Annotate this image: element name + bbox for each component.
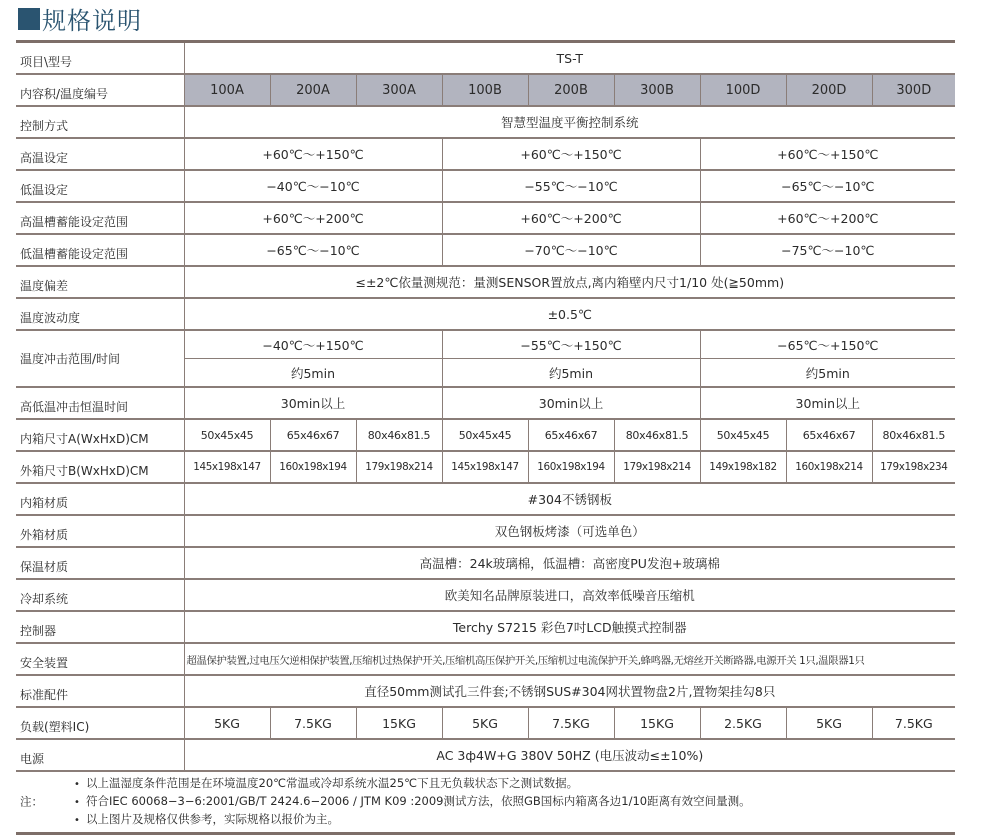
row-label: 项目\型号 bbox=[16, 42, 184, 75]
group-b-value: +60℃～+200℃ bbox=[442, 202, 700, 234]
row-label: 标准配件 bbox=[16, 675, 184, 707]
row-label: 外箱材质 bbox=[16, 515, 184, 547]
row-control bbox=[16, 106, 955, 138]
size-cell: 50x45x45 bbox=[442, 419, 528, 451]
row-label: 温度冲击范围/时间 bbox=[16, 330, 184, 387]
accessories-value: 直径50mm测试孔三件套;不锈钢SUS#304网状置物盘2片,置物架挂勾8只 bbox=[184, 675, 955, 707]
group-a-value: +60℃～+150℃ bbox=[184, 138, 442, 170]
model-value: TS-T bbox=[184, 42, 955, 75]
row-label: 安全装置 bbox=[16, 643, 184, 675]
size-cell: 179x198x214 bbox=[356, 451, 442, 483]
size-cell: 80x46x81.5 bbox=[614, 419, 700, 451]
group-a-value: +60℃～+200℃ bbox=[184, 202, 442, 234]
row-insulation bbox=[16, 547, 955, 579]
row-label: 高低温冲击恒温时间 bbox=[16, 387, 184, 419]
load-cell: 7.5KG bbox=[872, 707, 955, 739]
model-cell: 100D bbox=[700, 74, 786, 106]
row-label: 电源 bbox=[16, 739, 184, 771]
model-cell: 300D bbox=[872, 74, 955, 106]
model-cell: 200D bbox=[786, 74, 872, 106]
note-item: • 以上温湿度条件范围是在环境温度20℃常温或冷却系统水温25℃下且无负载状态下之测试数据。 bbox=[74, 775, 955, 793]
inner-material-value: #304不锈钢板 bbox=[184, 483, 955, 515]
group-d-value: +60℃～+200℃ bbox=[700, 202, 955, 234]
group-a-value: −40℃～−10℃ bbox=[184, 170, 442, 202]
row-label: 控制方式 bbox=[16, 106, 184, 138]
group-b-value: 约5min bbox=[442, 359, 700, 388]
row-label: 低温槽蓄能设定范围 bbox=[16, 234, 184, 266]
cooling-value: 欧美知名品牌原装进口，高效率低噪音压缩机 bbox=[184, 579, 955, 611]
notes-cell bbox=[16, 771, 955, 834]
row-label: 内箱材质 bbox=[16, 483, 184, 515]
safety-value: 超温保护装置,过电压欠逆相保护装置,压缩机过热保护开关,压缩机高压保护开关,压缩机过电流保护开关,蜂鸣器,无熔丝开关断路器,电源开关 1只,温限器1只 bbox=[184, 643, 955, 675]
load-cell: 5KG bbox=[786, 707, 872, 739]
group-d-value: 30min以上 bbox=[700, 387, 955, 419]
group-b-value: −70℃～−10℃ bbox=[442, 234, 700, 266]
row-shock-range bbox=[16, 330, 955, 359]
group-b-value: 30min以上 bbox=[442, 387, 700, 419]
row-notes bbox=[16, 771, 955, 834]
row-high-storage bbox=[16, 202, 955, 234]
size-cell: 145x198x147 bbox=[442, 451, 528, 483]
load-cell: 7.5KG bbox=[270, 707, 356, 739]
size-cell: 50x45x45 bbox=[700, 419, 786, 451]
row-label: 低温设定 bbox=[16, 170, 184, 202]
row-label: 负载(塑料IC) bbox=[16, 707, 184, 739]
row-label: 内箱尺寸A(WxHxD)CM bbox=[16, 419, 184, 451]
insulation-value: 高温槽：24k玻璃棉，低温槽：高密度PU发泡+玻璃棉 bbox=[184, 547, 955, 579]
size-cell: 160x198x214 bbox=[786, 451, 872, 483]
size-cell: 50x45x45 bbox=[184, 419, 270, 451]
row-inner-size bbox=[16, 419, 955, 451]
size-cell: 149x198x182 bbox=[700, 451, 786, 483]
row-capacity bbox=[16, 74, 955, 106]
controller-value: Terchy S7215 彩色7吋LCD触摸式控制器 bbox=[184, 611, 955, 643]
row-label: 保温材质 bbox=[16, 547, 184, 579]
load-cell: 15KG bbox=[356, 707, 442, 739]
load-cell: 7.5KG bbox=[528, 707, 614, 739]
notes-list bbox=[74, 775, 955, 829]
row-model bbox=[16, 42, 955, 75]
model-cell: 200B bbox=[528, 74, 614, 106]
model-cell: 300B bbox=[614, 74, 700, 106]
size-cell: 65x46x67 bbox=[270, 419, 356, 451]
load-cell: 5KG bbox=[184, 707, 270, 739]
row-label: 外箱尺寸B(WxHxD)CM bbox=[16, 451, 184, 483]
row-label: 温度波动度 bbox=[16, 298, 184, 330]
row-inner-material bbox=[16, 483, 955, 515]
row-label: 控制器 bbox=[16, 611, 184, 643]
section-title bbox=[18, 2, 142, 34]
deviation-value: ≤±2℃依量测规范：量测SENSOR置放点,离内箱壁内尺寸1/10 处(≧50mm) bbox=[184, 266, 955, 298]
size-cell: 145x198x147 bbox=[184, 451, 270, 483]
group-d-value: −65℃～−10℃ bbox=[700, 170, 955, 202]
load-cell: 5KG bbox=[442, 707, 528, 739]
control-value: 智慧型温度平衡控制系统 bbox=[184, 106, 955, 138]
row-low-temp bbox=[16, 170, 955, 202]
group-b-value: +60℃～+150℃ bbox=[442, 138, 700, 170]
load-cell: 15KG bbox=[614, 707, 700, 739]
row-fluctuation bbox=[16, 298, 955, 330]
note-item: • 以上图片及规格仅供参考，实际规格以报价为主。 bbox=[74, 811, 955, 829]
group-a-value: 30min以上 bbox=[184, 387, 442, 419]
model-cell: 300A bbox=[356, 74, 442, 106]
row-high-temp bbox=[16, 138, 955, 170]
row-dwell bbox=[16, 387, 955, 419]
square-bullet-icon bbox=[18, 8, 40, 30]
row-outer-size bbox=[16, 451, 955, 483]
power-value: AC 3ф4W+G 380V 50HZ (电压波动≤±10%) bbox=[184, 739, 955, 771]
row-power bbox=[16, 739, 955, 771]
size-cell: 179x198x214 bbox=[614, 451, 700, 483]
group-d-value: 约5min bbox=[700, 359, 955, 388]
group-b-value: −55℃～−10℃ bbox=[442, 170, 700, 202]
load-cell: 2.5KG bbox=[700, 707, 786, 739]
row-load bbox=[16, 707, 955, 739]
row-accessories bbox=[16, 675, 955, 707]
group-d-value: +60℃～+150℃ bbox=[700, 138, 955, 170]
outer-material-value: 双色钢板烤漆（可选单色） bbox=[184, 515, 955, 547]
size-cell: 160x198x194 bbox=[270, 451, 356, 483]
row-deviation bbox=[16, 266, 955, 298]
size-cell: 65x46x67 bbox=[786, 419, 872, 451]
size-cell: 160x198x194 bbox=[528, 451, 614, 483]
row-label: 高温设定 bbox=[16, 138, 184, 170]
row-label: 温度偏差 bbox=[16, 266, 184, 298]
model-cell: 200A bbox=[270, 74, 356, 106]
size-cell: 179x198x234 bbox=[872, 451, 955, 483]
group-b-value: −55℃～+150℃ bbox=[442, 330, 700, 359]
row-safety bbox=[16, 643, 955, 675]
spec-table bbox=[16, 40, 955, 835]
group-a-value: 约5min bbox=[184, 359, 442, 388]
size-cell: 65x46x67 bbox=[528, 419, 614, 451]
row-outer-material bbox=[16, 515, 955, 547]
fluctuation-value: ±0.5℃ bbox=[184, 298, 955, 330]
group-a-value: −65℃～−10℃ bbox=[184, 234, 442, 266]
row-label: 内容积/温度编号 bbox=[16, 74, 184, 106]
size-cell: 80x46x81.5 bbox=[356, 419, 442, 451]
row-cooling bbox=[16, 579, 955, 611]
model-cell: 100B bbox=[442, 74, 528, 106]
notes-label: 注： bbox=[20, 794, 43, 809]
model-cell: 100A bbox=[184, 74, 270, 106]
group-d-value: −65℃～+150℃ bbox=[700, 330, 955, 359]
note-item: • 符合IEC 60068−3−6:2001/GB/T 2424.6−2006 / JTM K09 :2009测试方法，依照GB国标内箱离各边1/10距离有效空间量测。 bbox=[74, 793, 955, 811]
row-low-storage bbox=[16, 234, 955, 266]
row-controller bbox=[16, 611, 955, 643]
row-label: 高温槽蓄能设定范围 bbox=[16, 202, 184, 234]
size-cell: 80x46x81.5 bbox=[872, 419, 955, 451]
row-label: 冷却系统 bbox=[16, 579, 184, 611]
section-title-text: 规格说明 bbox=[42, 6, 142, 35]
group-a-value: −40℃～+150℃ bbox=[184, 330, 442, 359]
group-d-value: −75℃～−10℃ bbox=[700, 234, 955, 266]
